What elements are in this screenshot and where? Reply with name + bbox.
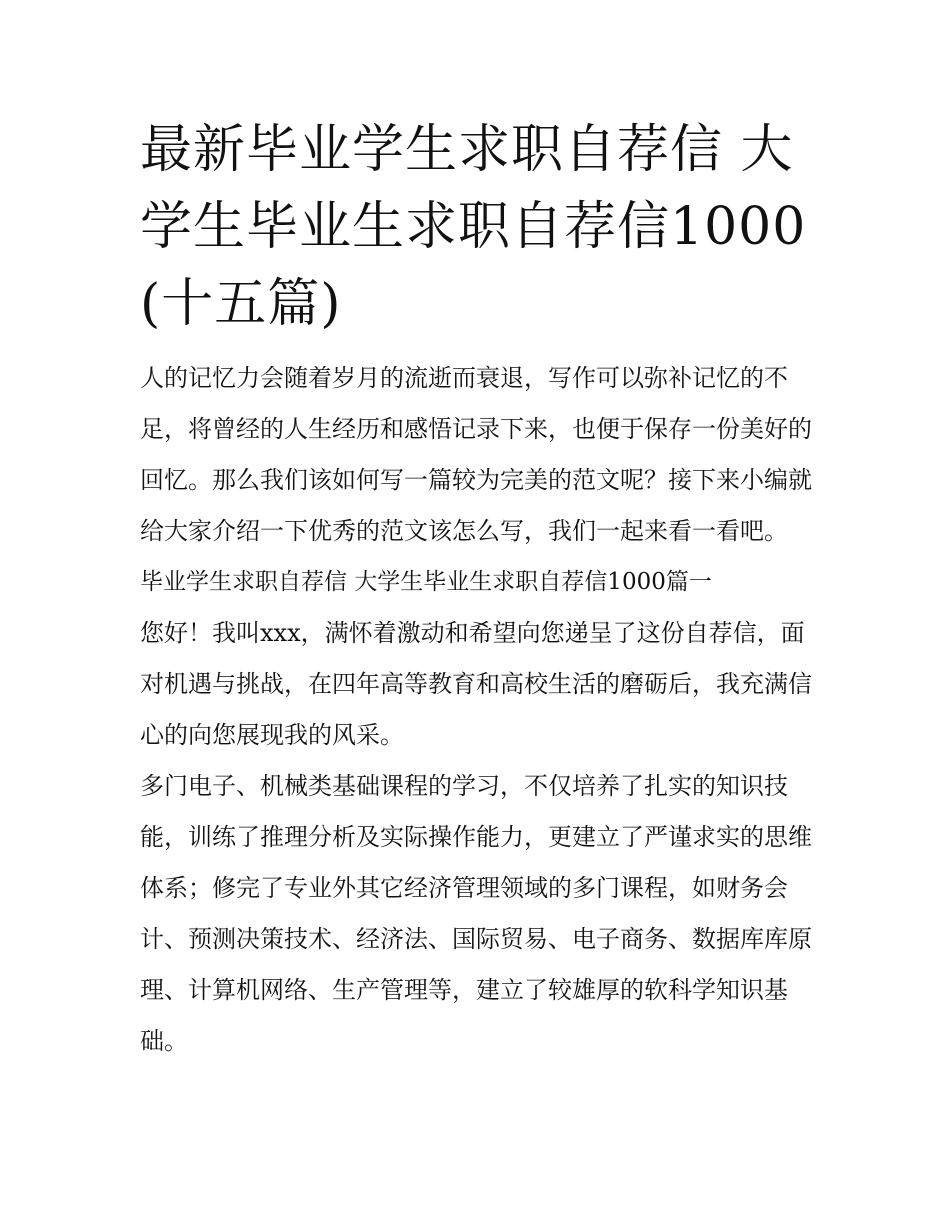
courses-paragraph: 多门电子、机械类基础课程的学习，不仅培养了扎实的知识技能，训练了推理分析及实际操作能力，更建立了严谨求实的思维体系；修完了专业外其它经济管理领域的多门课程，如财务会计、预测决策技术、经济法、国际贸易、电子商务、数据库库原理、计算机网络、生产管理等，建立了较雄厚的软科学知识基础。	[140, 772, 812, 1055]
document-body	[140, 353, 820, 1067]
section-heading: 毕业学生求职自荐信 大学生毕业生求职自荐信1000篇一	[140, 569, 712, 595]
intro-paragraph: 人的记忆力会随着岁月的流逝而衰退，写作可以弥补记忆的不足，将曾经的人生经历和感悟记录下来，也便于保存一份美好的回忆。那么我们该如何写一篇较为完美的范文呢？接下来小编就给大家介绍一下优秀的范文该怎么写，我们一起来看一看吧。	[140, 364, 812, 545]
greeting-paragraph: 您好！我叫xxx，满怀着激动和希望向您递呈了这份自荐信，面对机遇与挑战，在四年高等教育和高校生活的磨砺后，我充满信心的向您展现我的风采。	[140, 619, 812, 749]
document-title: 最新毕业学生求职自荐信 大学生毕业生求职自荐信1000(十五篇)	[140, 120, 807, 334]
document-page	[140, 112, 820, 1067]
